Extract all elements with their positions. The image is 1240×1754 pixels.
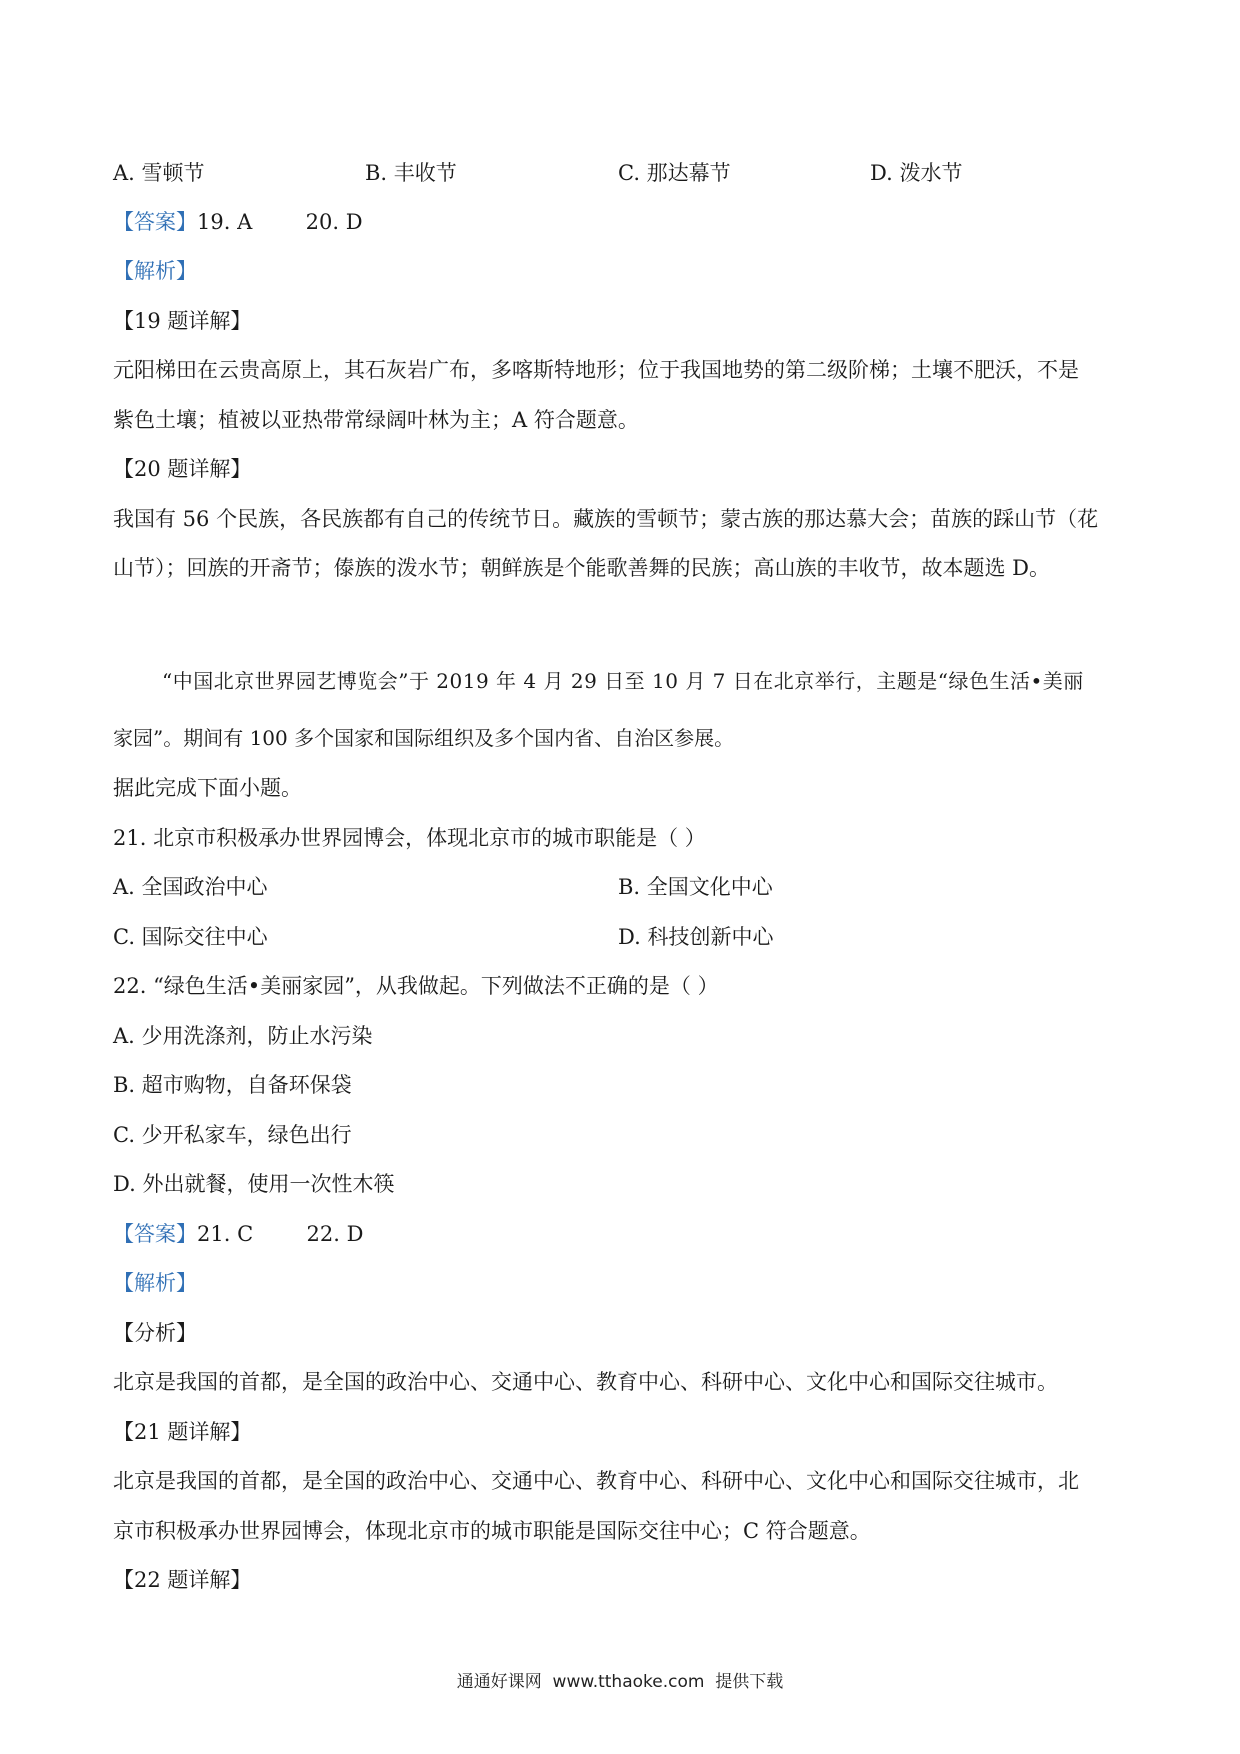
- q21-option-a: A. 全国政治中心: [113, 875, 268, 899]
- q21-option-d: D. 科技创新中心: [618, 925, 774, 949]
- q20-option-d: D. 泼水节: [870, 161, 963, 185]
- q22-option-b: B. 超市购物，自备环保袋: [113, 1073, 352, 1097]
- q20-option-c: C. 那达幕节: [618, 161, 731, 185]
- q20-option-b: B. 丰收节: [365, 161, 457, 185]
- heading-q21-detail: 【21 题详解】: [113, 1420, 252, 1444]
- page-footer: 通通好课网 www.tthaoke.com 提供下载: [456, 1672, 784, 1692]
- analysis-text: 北京是我国的首都，是全国的政治中心、交通中心、教育中心、科研中心、文化中心和国际交往城市。: [113, 1370, 1058, 1394]
- q20-option-a: A. 雪顿节: [113, 161, 205, 185]
- material-line-1: “中国北京世界园艺博览会”于 2019 年 4 月 29 日至 10 月 7 日在北京举行，主题是“绿色生活•美丽: [162, 669, 1084, 693]
- q21-option-c: C. 国际交往中心: [113, 925, 268, 949]
- q21-detail-line-2: 京市积极承办世界园博会，体现北京市的城市职能是国际交往中心；C 符合题意。: [113, 1519, 871, 1543]
- q20-detail-line-2: 山节）；回族的开斋节；傣族的泼水节；朝鲜族是个能歌善舞的民族；高山族的丰收节，故本题选 D。: [113, 556, 1051, 580]
- answer-text: 21. C 22. D: [197, 1222, 364, 1246]
- heading-analysis: 【分析】: [113, 1321, 197, 1345]
- answer-text: 19. A 20. D: [197, 210, 363, 234]
- q22-option-d: D. 外出就餐，使用一次性木筷: [113, 1172, 395, 1196]
- question-22: 22. “绿色生活•美丽家园”，从我做起。下列做法不正确的是（ ）: [113, 974, 719, 998]
- question-21: 21. 北京市积极承办世界园博会，体现北京市的城市职能是（ ）: [113, 826, 706, 850]
- material-line-2: 家园”。期间有 100 多个国家和国际组织及多个国内省、自治区参展。: [113, 726, 735, 750]
- answer-tag: 【答案】: [113, 1222, 197, 1246]
- q21-detail-line-1: 北京是我国的首都，是全国的政治中心、交通中心、教育中心、科研中心、文化中心和国际交往城市，北: [113, 1469, 1079, 1493]
- answer-line-19-20: [113, 207, 363, 237]
- heading-q19-detail: 【19 题详解】: [113, 309, 252, 333]
- analysis-tag: 【解析】: [113, 1271, 197, 1295]
- heading-q20-detail: 【20 题详解】: [113, 457, 252, 481]
- answer-line-21-22: [113, 1219, 363, 1249]
- q20-detail-line-1: 我国有 56 个民族，各民族都有自己的传统节日。藏族的雪顿节；蒙古族的那达慕大会；苗族的踩山节（花: [113, 507, 1099, 531]
- q22-option-a: A. 少用洗涤剂，防止水污染: [113, 1024, 373, 1048]
- q19-detail-line-1: 元阳梯田在云贵高原上，其石灰岩广布，多喀斯特地形；位于我国地势的第二级阶梯；土壤不肥沃，不是: [113, 358, 1079, 382]
- q21-option-b: B. 全国文化中心: [618, 875, 773, 899]
- q22-option-c: C. 少开私家车，绿色出行: [113, 1123, 352, 1147]
- analysis-tag: 【解析】: [113, 259, 197, 283]
- heading-q22-detail: 【22 题详解】: [113, 1568, 252, 1592]
- answer-tag: 【答案】: [113, 210, 197, 234]
- q19-detail-line-2: 紫色土壤；植被以亚热带常绿阔叶林为主；A 符合题意。: [113, 408, 639, 432]
- instruction: 据此完成下面小题。: [113, 776, 302, 800]
